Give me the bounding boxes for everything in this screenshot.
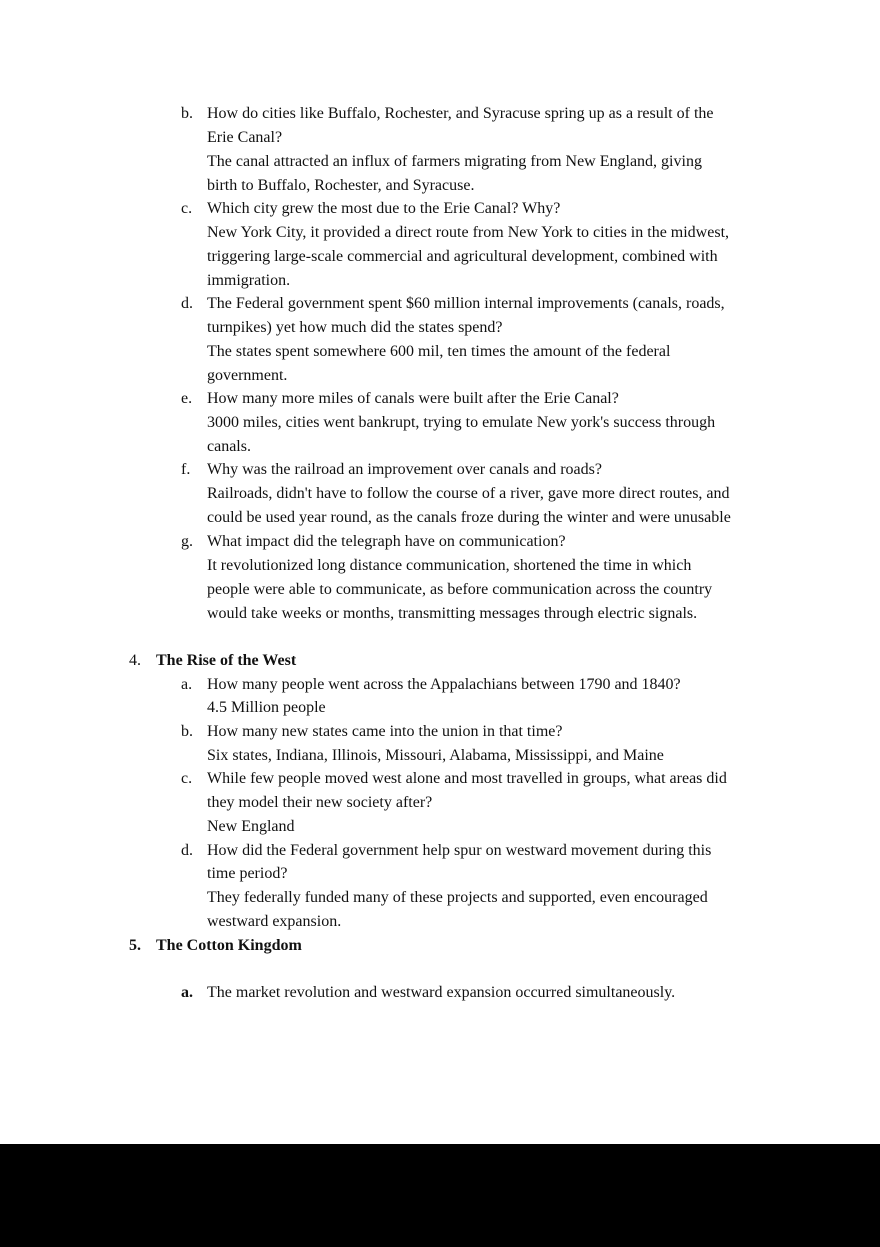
answer-text: It revolutionized long distance communication, shortened the time in which bbox=[207, 557, 692, 574]
section-heading: The Rise of the West bbox=[156, 652, 297, 669]
question-text: How many new states came into the union in that time? bbox=[207, 723, 563, 740]
answer-text: They federally funded many of these projects and supported, even encouraged bbox=[207, 889, 708, 906]
answer-text: The states spent somewhere 600 mil, ten times the amount of the federal bbox=[207, 343, 671, 360]
answer-text: 3000 miles, cities went bankrupt, trying to emulate New york's success through bbox=[207, 414, 716, 431]
answer-text: could be used year round, as the canals froze during the winter and were unusable bbox=[207, 509, 731, 526]
answer-text: immigration. bbox=[207, 272, 291, 289]
list-marker: f. bbox=[181, 461, 191, 478]
list-marker: c. bbox=[181, 770, 193, 787]
list-marker: e. bbox=[181, 390, 193, 407]
question-text: How did the Federal government help spur on westward movement during this bbox=[207, 842, 712, 859]
section-number: 5. bbox=[129, 937, 141, 954]
question-text: time period? bbox=[207, 865, 288, 882]
answer-text: Railroads, didn't have to follow the course of a river, gave more direct routes, and bbox=[207, 485, 730, 502]
question-text: How many more miles of canals were built after the Erie Canal? bbox=[207, 390, 619, 407]
answer-text: people were able to communicate, as before communication across the country bbox=[207, 581, 713, 598]
list-marker: b. bbox=[181, 105, 193, 122]
list-marker: a. bbox=[181, 984, 193, 1001]
list-marker: d. bbox=[181, 842, 193, 859]
answer-text: would take weeks or months, transmitting messages through electric signals. bbox=[207, 605, 698, 622]
answer-text: government. bbox=[207, 367, 288, 384]
answer-text: birth to Buffalo, Rochester, and Syracuse. bbox=[207, 177, 475, 194]
answer-text: The canal attracted an influx of farmers migrating from New England, giving bbox=[207, 153, 702, 170]
answer-text: New York City, it provided a direct route from New York to cities in the midwest, bbox=[207, 224, 730, 241]
answer-text: triggering large-scale commercial and agricultural development, combined with bbox=[207, 248, 718, 265]
black-bar bbox=[0, 1144, 880, 1247]
answer-text: canals. bbox=[207, 438, 251, 455]
section-number: 4. bbox=[129, 652, 141, 669]
question-text: The Federal government spent $60 million internal improvements (canals, roads, bbox=[207, 295, 725, 312]
question-text: While few people moved west alone and most travelled in groups, what areas did bbox=[207, 770, 727, 787]
list-marker: a. bbox=[181, 676, 193, 693]
answer-text: westward expansion. bbox=[207, 913, 342, 930]
answer-text: New England bbox=[207, 818, 295, 835]
list-marker: b. bbox=[181, 723, 193, 740]
question-text: Why was the railroad an improvement over canals and roads? bbox=[207, 461, 602, 478]
question-text: How do cities like Buffalo, Rochester, and Syracuse spring up as a result of the bbox=[207, 105, 714, 122]
question-text: turnpikes) yet how much did the states spend? bbox=[207, 319, 503, 336]
question-text: What impact did the telegraph have on communication? bbox=[207, 533, 566, 550]
answer-text: Six states, Indiana, Illinois, Missouri, Alabama, Mississippi, and Maine bbox=[207, 747, 664, 764]
section-heading: The Cotton Kingdom bbox=[156, 937, 302, 954]
list-marker: g. bbox=[181, 533, 193, 550]
question-text: Erie Canal? bbox=[207, 129, 283, 146]
answer-text: 4.5 Million people bbox=[207, 699, 326, 716]
list-marker: d. bbox=[181, 295, 193, 312]
question-text: they model their new society after? bbox=[207, 794, 433, 811]
question-text: How many people went across the Appalachians between 1790 and 1840? bbox=[207, 676, 681, 693]
list-marker: c. bbox=[181, 200, 193, 217]
statement-text: The market revolution and westward expansion occurred simultaneously. bbox=[207, 984, 676, 1001]
question-text: Which city grew the most due to the Erie Canal? Why? bbox=[207, 200, 561, 217]
